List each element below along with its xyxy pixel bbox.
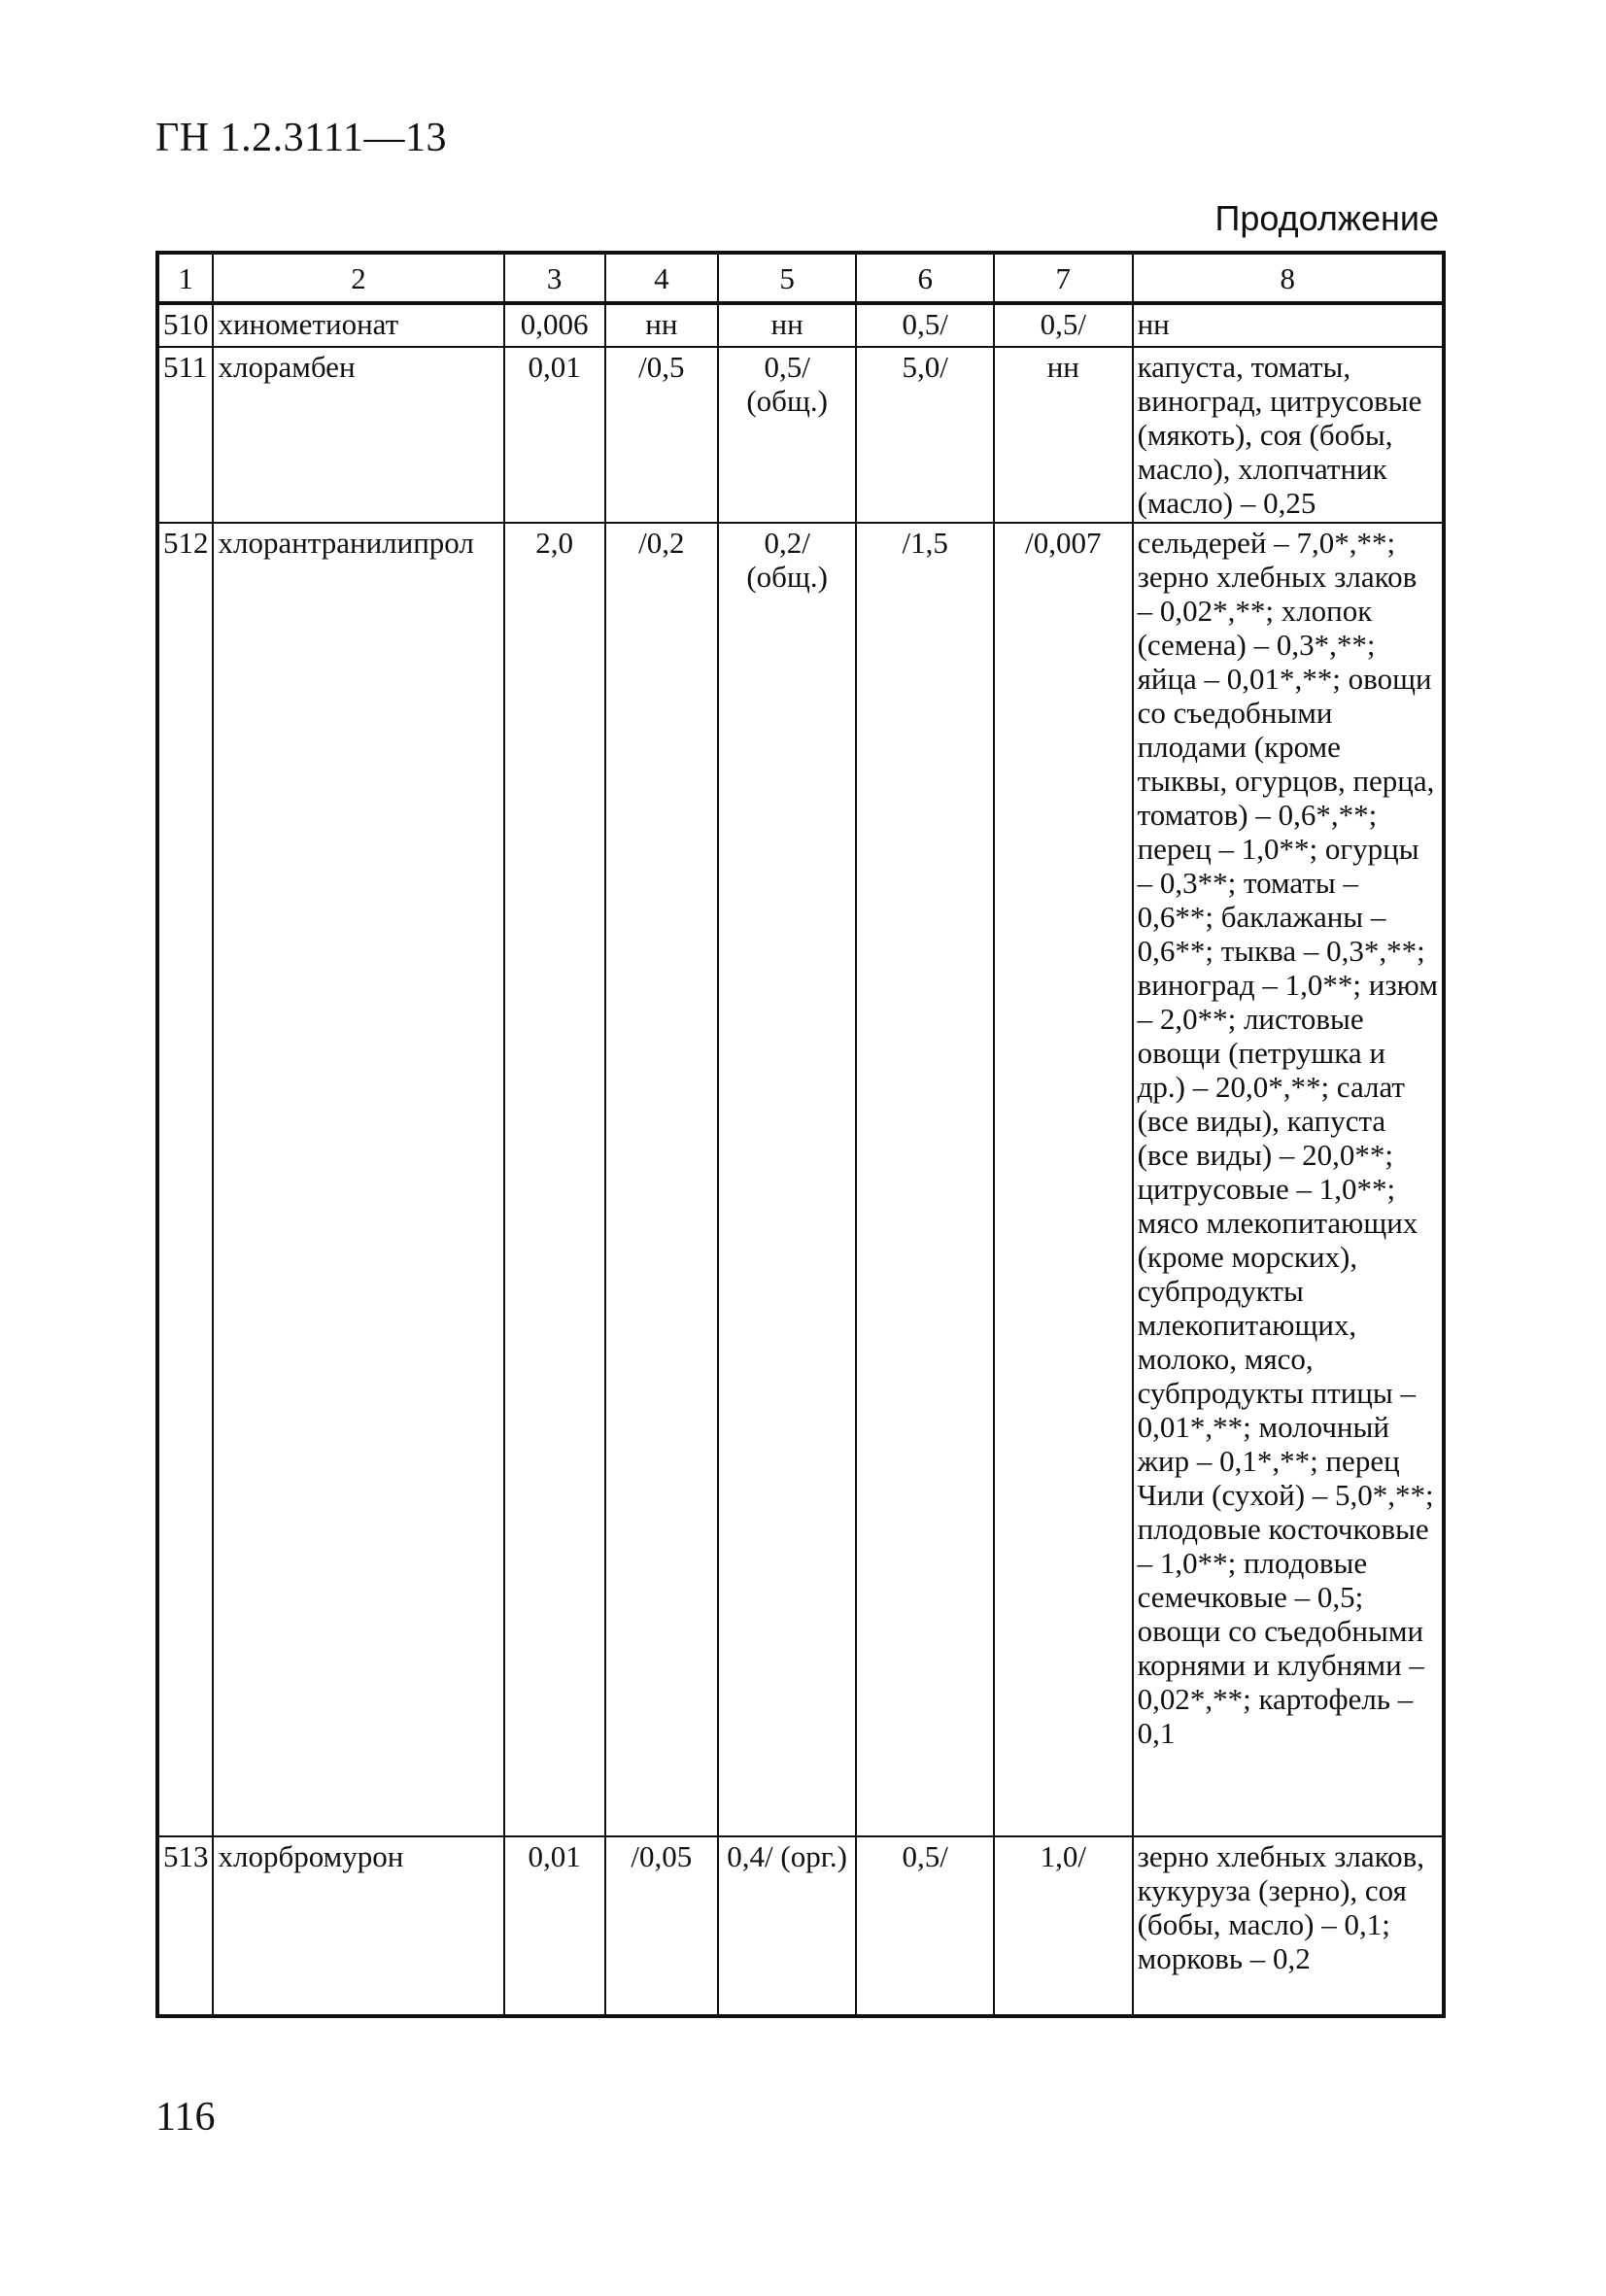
cell-col8: нн	[1133, 303, 1444, 347]
cell-col7: /0,007	[994, 523, 1133, 1836]
substance-name: хлорбромурон	[213, 1836, 503, 2016]
cell-col8: сельдерей – 7,0*,**; зерно хлебных злаков – 0,02*,**; хлопок (семена) – 0,3*,**; яйца – 0,01*,**; овощи со съедобными плодами (кроме тыквы, огурцов, перца, томатов) – 0,6*,**; перец – 1,0**; огурцы – 0,3**; томаты – 0,6**; баклажаны – 0,6**; тыква – 0,3*,**; виноград – 1,0**; изюм – 2,0**; листовые овощи (петрушка и др.) – 20,0*,**; салат (все виды), капуста (все виды) – 20,0**; цитрусовые – 1,0**; мясо млекопитающих (кроме морских), субпродукты млекопитающих, молоко, мясо, субпродукты птицы – 0,01*,**; молочный жир – 0,1*,**; перец Чили (сухой) – 5,0*,**; плодовые косточковые – 1,0**; плодовые семечковые – 0,5; овощи со съедобными корнями и клубнями – 0,02*,**; картофель – 0,1	[1133, 523, 1444, 1836]
column-header: 6	[856, 253, 994, 303]
substance-name: хлорантранилипрол	[213, 523, 503, 1836]
cell-col4: /0,5	[605, 347, 718, 523]
row-number: 512	[157, 523, 213, 1836]
cell-col3: 2,0	[504, 523, 605, 1836]
column-header: 5	[718, 253, 857, 303]
column-number-row	[157, 253, 1444, 303]
cell-col8: зерно хлебных злаков, кукуруза (зерно), соя (бобы, масло) – 0,1; морковь – 0,2	[1133, 1836, 1444, 2016]
continuation-label: Продолжение	[1214, 198, 1439, 238]
cell-col6: /1,5	[856, 523, 994, 1836]
cell-col4: /0,05	[605, 1836, 718, 2016]
column-header: 7	[994, 253, 1133, 303]
cell-col3: 0,01	[504, 1836, 605, 2016]
column-header: 8	[1133, 253, 1444, 303]
substance-name: хинометионат	[213, 303, 503, 347]
cell-col6: 5,0/	[856, 347, 994, 523]
cell-col7: 0,5/	[994, 303, 1133, 347]
cell-col4: нн	[605, 303, 718, 347]
table-row	[157, 347, 1444, 523]
cell-col4: /0,2	[605, 523, 718, 1836]
table-row	[157, 1836, 1444, 2016]
cell-col5: 0,2/ (общ.)	[718, 523, 857, 1836]
table-row	[157, 523, 1444, 1836]
cell-col6: 0,5/	[856, 303, 994, 347]
cell-col5: 0,4/ (орг.)	[718, 1836, 857, 2016]
row-number: 510	[157, 303, 213, 347]
column-header: 2	[213, 253, 503, 303]
row-number: 511	[157, 347, 213, 523]
column-header: 1	[157, 253, 213, 303]
cell-col7: нн	[994, 347, 1133, 523]
cell-col5: нн	[718, 303, 857, 347]
document-header: ГН 1.2.3111—13	[155, 116, 447, 160]
hygienic-norms-table	[155, 251, 1446, 2018]
cell-col3: 0,01	[504, 347, 605, 523]
cell-col5: 0,5/ (общ.)	[718, 347, 857, 523]
page-number: 116	[155, 2095, 216, 2140]
cell-col7: 1,0/	[994, 1836, 1133, 2016]
table-row	[157, 303, 1444, 347]
cell-col8: капуста, томаты, виноград, цитрусовые (мякоть), соя (бобы, масло), хлопчатник (масло) – 0,25	[1133, 347, 1444, 523]
column-header: 3	[504, 253, 605, 303]
cell-col3: 0,006	[504, 303, 605, 347]
row-number: 513	[157, 1836, 213, 2016]
substance-name: хлорамбен	[213, 347, 503, 523]
column-header: 4	[605, 253, 718, 303]
cell-col6: 0,5/	[856, 1836, 994, 2016]
